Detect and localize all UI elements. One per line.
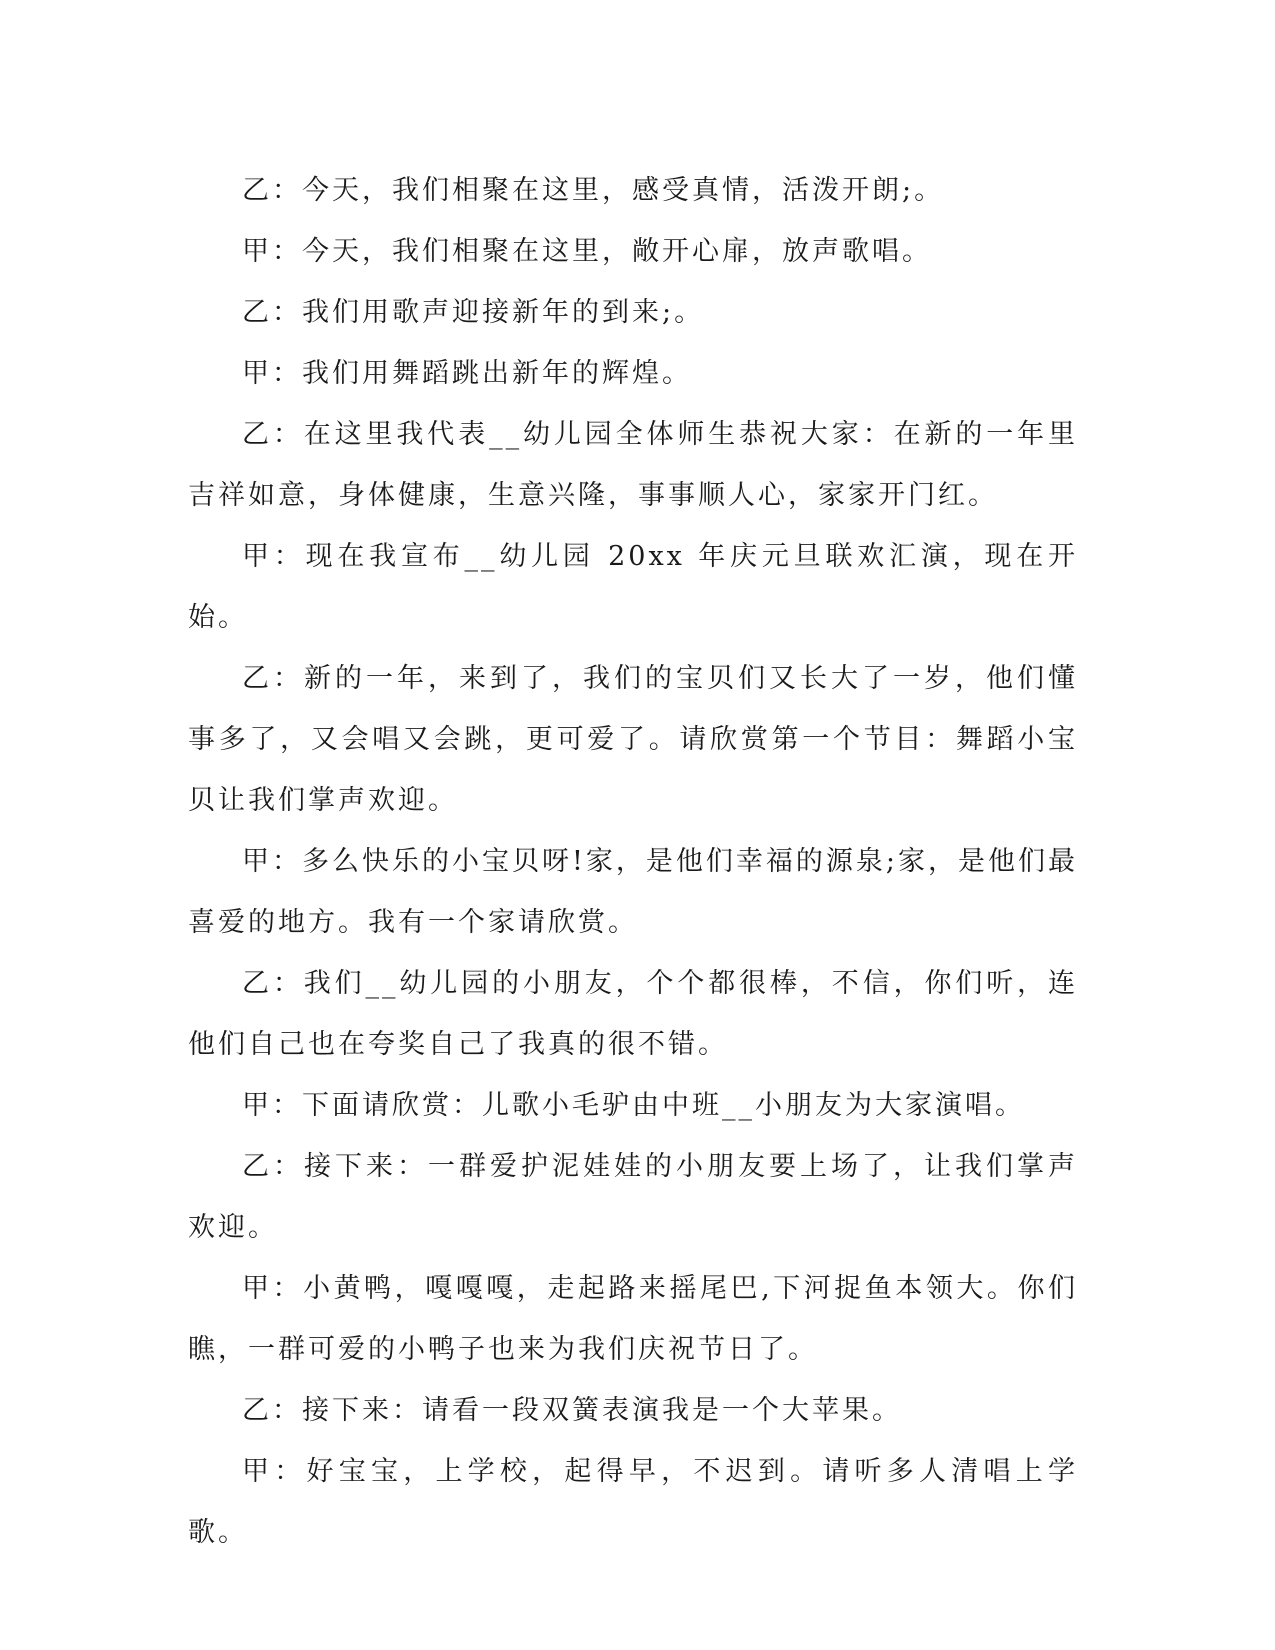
paragraph: 甲：现在我宣布__幼儿园 20xx 年庆元旦联欢汇演，现在开始。 bbox=[188, 541, 1078, 633]
paragraph: 乙：接下来：请看一段双簧表演我是一个大苹果。 bbox=[242, 1395, 902, 1426]
paragraph: 乙：我们用歌声迎接新年的到来;。 bbox=[242, 297, 705, 328]
paragraph: 乙：在这里我代表__幼儿园全体师生恭祝大家：在新的一年里吉祥如意，身体健康，生意兴隆，事事顺人心，家家开门红。 bbox=[188, 419, 1078, 511]
paragraph: 甲：多么快乐的小宝贝呀!家，是他们幸福的源泉;家，是他们最喜爱的地方。我有一个家请欣赏。 bbox=[188, 846, 1078, 938]
paragraph: 甲：好宝宝，上学校，起得早，不迟到。请听多人清唱上学歌。 bbox=[188, 1456, 1078, 1548]
paragraph: 甲：今天，我们相聚在这里，敞开心扉，放声歌唱。 bbox=[242, 236, 932, 267]
paragraph: 乙：今天，我们相聚在这里，感受真情，活泼开朗;。 bbox=[242, 175, 945, 206]
paragraph: 甲：小黄鸭，嘎嘎嘎，走起路来摇尾巴,下河捉鱼本领大。你们瞧，一群可爱的小鸭子也来为我们庆祝节日了。 bbox=[188, 1273, 1078, 1365]
paragraph: 甲：我们用舞蹈跳出新年的辉煌。 bbox=[242, 358, 692, 389]
paragraph: 乙：新的一年，来到了，我们的宝贝们又长大了一岁，他们懂事多了，又会唱又会跳，更可爱了。请欣赏第一个节目：舞蹈小宝贝让我们掌声欢迎。 bbox=[188, 663, 1078, 816]
paragraph: 甲：下面请欣赏：儿歌小毛驴由中班__小朋友为大家演唱。 bbox=[242, 1090, 1025, 1121]
paragraph: 乙：接下来：一群爱护泥娃娃的小朋友要上场了，让我们掌声欢迎。 bbox=[188, 1151, 1078, 1243]
paragraph: 乙：我们__幼儿园的小朋友，个个都很棒，不信，你们听，连他们自己也在夸奖自己了我真的很不错。 bbox=[188, 968, 1078, 1060]
document-body bbox=[188, 160, 1078, 1563]
